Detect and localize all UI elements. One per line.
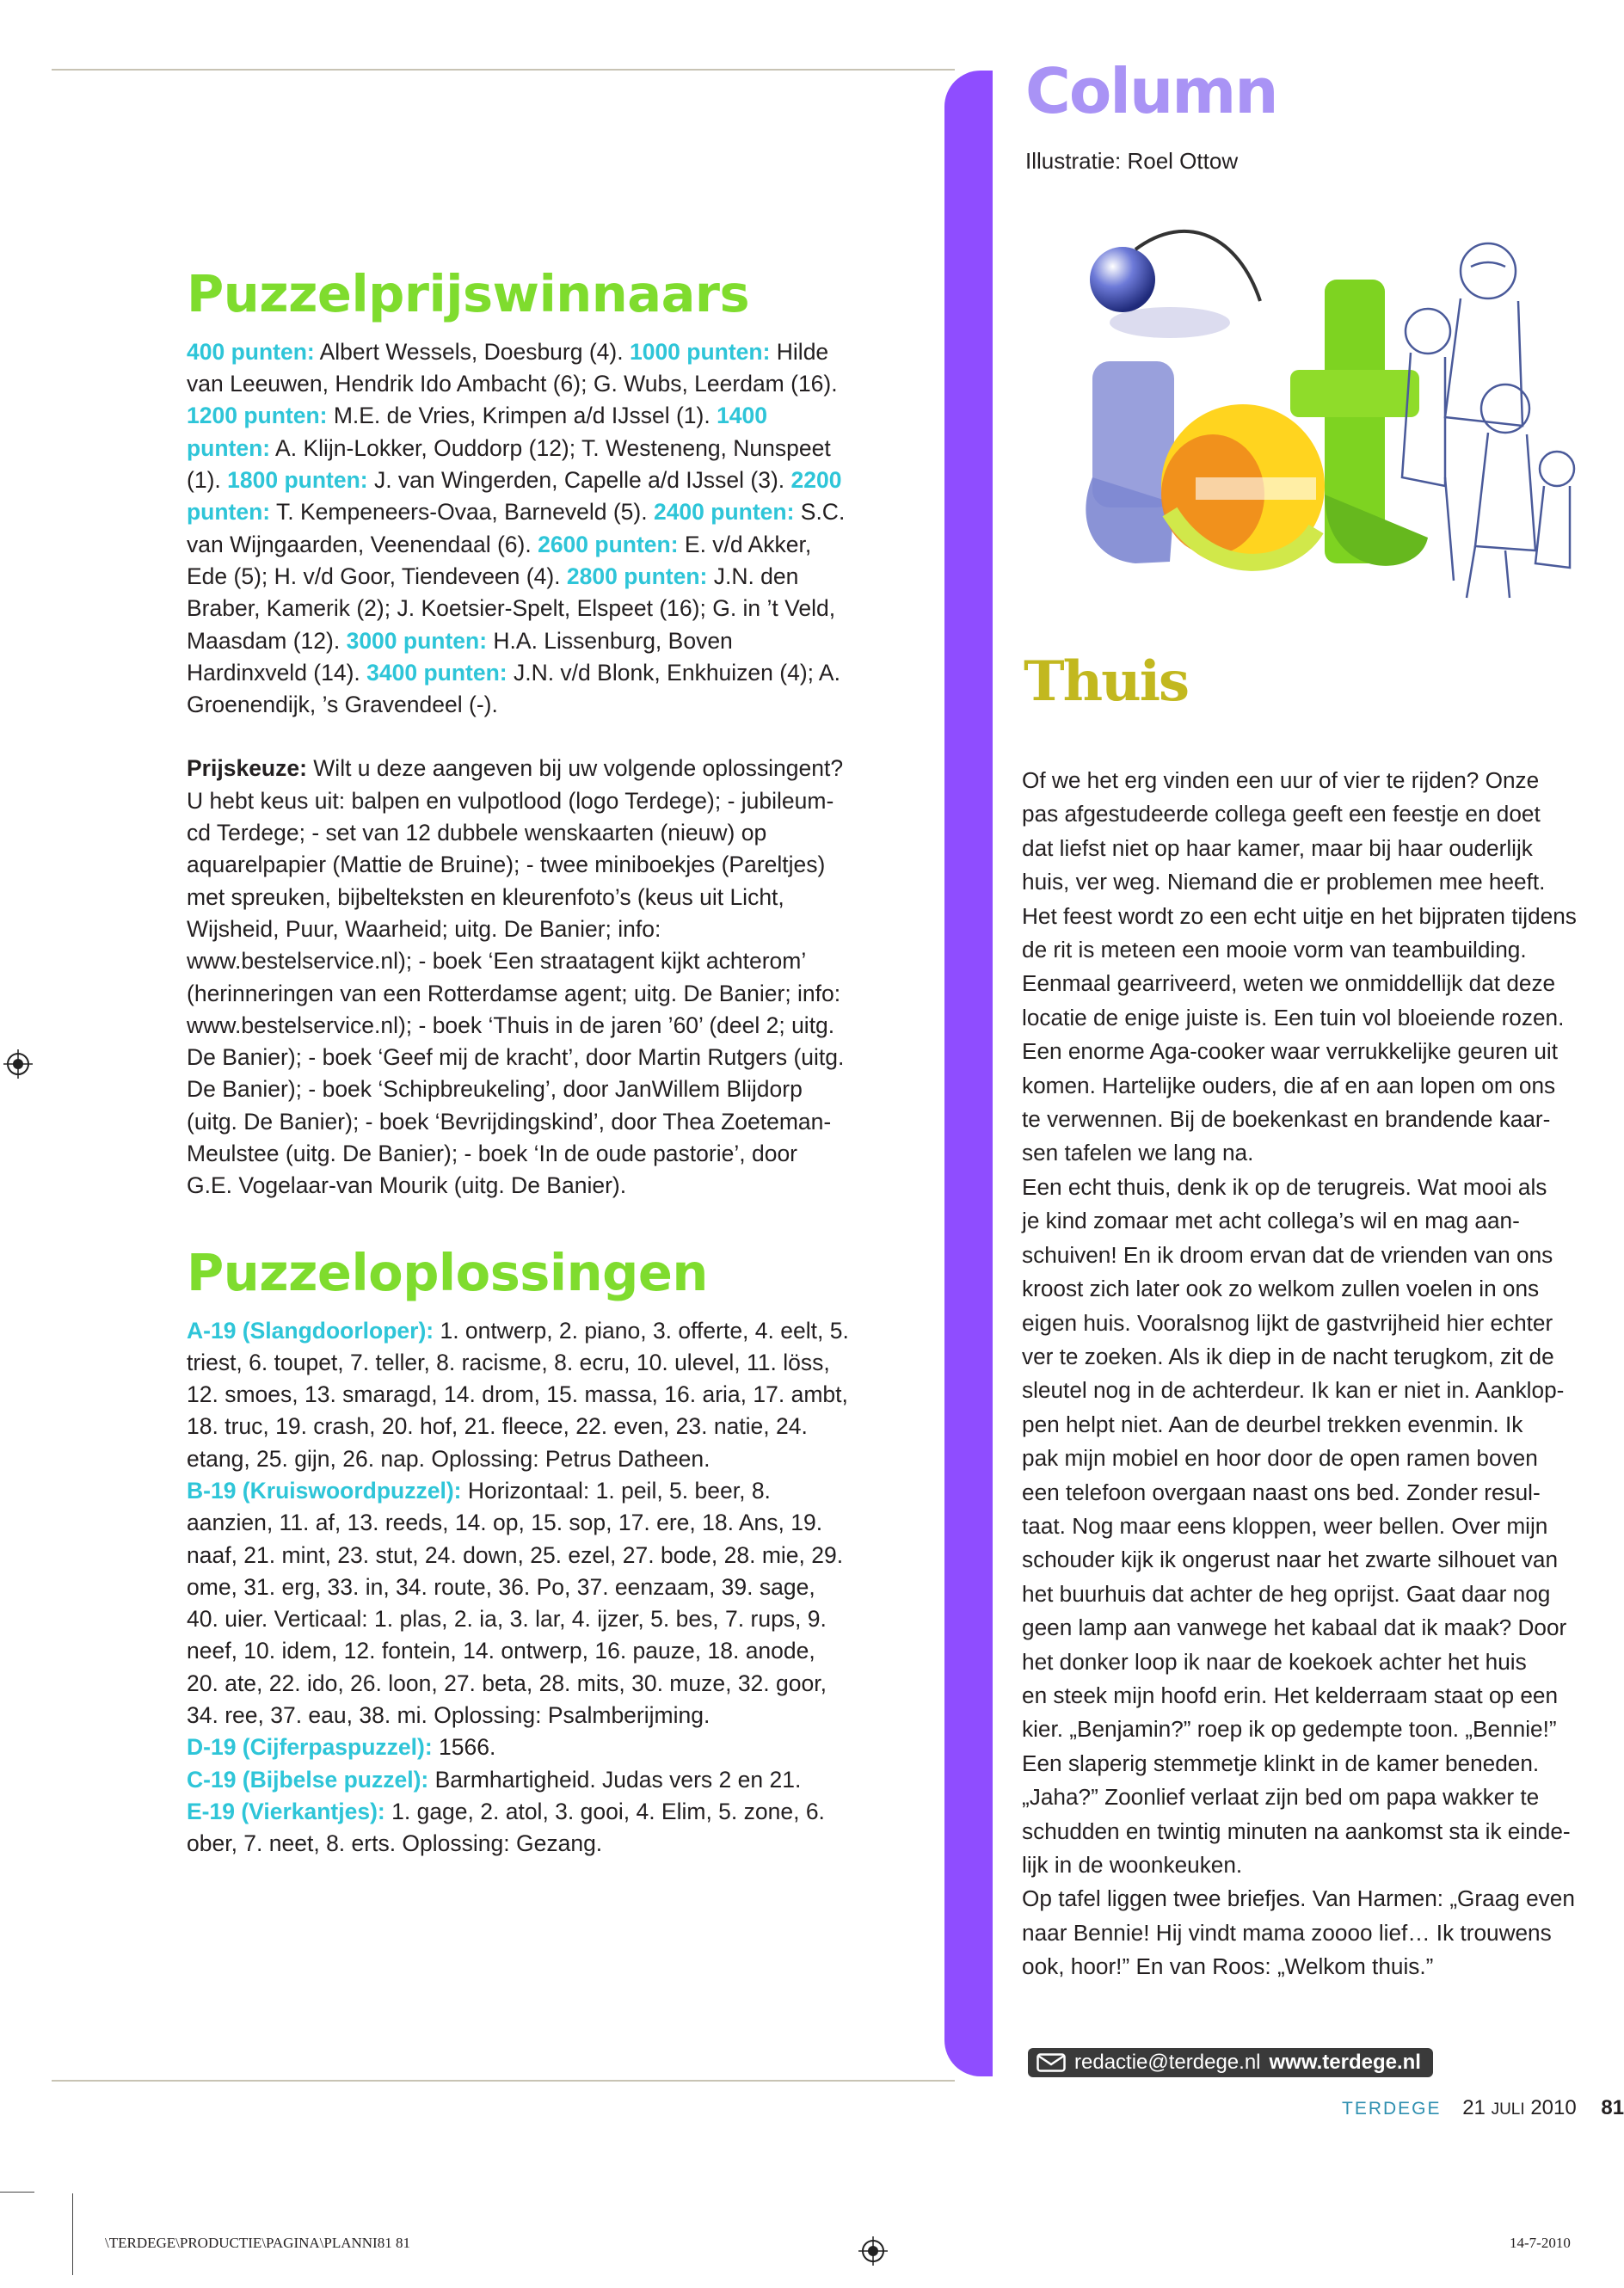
article-line: een telefoon overgaan naast ons bed. Zonder resul-	[1022, 1479, 1541, 1505]
article-line: schouder kijk ik ongerust naar het zwarte silhouet van	[1022, 1547, 1559, 1573]
article-line: huis, ver weg. Niemand die er problemen mee heeft.	[1022, 869, 1546, 895]
winner-names: S.C. van Wijngaarden, Veenendaal (6).	[187, 499, 846, 557]
article-line: geen lamp aan vanwege het kabaal dat ik maak? Door	[1022, 1615, 1567, 1641]
article-line: naar Bennie! Hij vindt mama zoooo lief… Ik trouwens	[1022, 1919, 1552, 1946]
print-slug-path: \TERDEGE\PRODUCTIE\PAGINA\PLANNI81 81	[105, 2235, 410, 2251]
winner-points-label: 2400 punten:	[653, 499, 795, 526]
article-line: en steek mijn hoofd erin. Het kelderraam staat op een	[1022, 1682, 1559, 1708]
article-line: Op tafel liggen twee briefjes. Van Harmen: „Graag even	[1022, 1885, 1575, 1912]
article-line: pas afgestudeerde collega geeft een feestje en doet	[1022, 801, 1541, 827]
solution-text: 1566.	[432, 1734, 496, 1761]
article-line: komen. Hartelijke ouders, die af en aan lopen om ons	[1022, 1072, 1556, 1098]
solution-label: D-19 (Cijferpaspuzzel):	[187, 1734, 433, 1761]
article-line: lijk in de woonkeuken.	[1022, 1852, 1243, 1878]
winner-points-label: 400 punten:	[187, 338, 315, 365]
article-line: Een enorme Aga-cooker waar verrukkelijke geuren uit	[1022, 1038, 1559, 1065]
article-line: het donker loop ik naar de koekoek achter het huis	[1022, 1648, 1527, 1675]
crop-mark	[0, 2192, 34, 2193]
article-line: sen tafelen we lang na.	[1022, 1140, 1254, 1166]
winner-names: J.N. den Braber, Kamerik (2); J. Koetsier-Spelt, Elspeet (16); G. in ’t Veld, Maasdam (12).	[187, 563, 836, 654]
article-line: taat. Nog maar eens kloppen, weer bellen. Over mijn	[1022, 1512, 1548, 1539]
solution-text: 1. gage, 2. atol, 3. gooi, 4. Elim, 5. zone, 6. ober, 7. neet, 8. erts. Oplossing: Gezang.	[187, 1798, 825, 1857]
article-title: Thuis	[1024, 649, 1189, 714]
contact-website[interactable]: www.terdege.nl	[1269, 2051, 1421, 2074]
solution-label: B-19 (Kruiswoordpuzzel):	[187, 1477, 462, 1504]
article-text	[1022, 764, 1590, 1984]
column-accent-bar	[944, 71, 993, 2076]
article-line: pak mijn mobiel en hoor door de open ramen boven	[1022, 1445, 1538, 1472]
winner-names: J.N. v/d Blonk, Enkhuizen (4); A. Groenendijk, ’s Gravendeel (-).	[187, 659, 840, 718]
solution-label: C-19 (Bijbelse puzzel):	[187, 1766, 429, 1793]
article-line: dat liefst niet op haar kamer, maar bij haar ouderlijk	[1022, 834, 1533, 861]
article-line: Eenmaal gearriveerd, weten we onmiddellijk dat deze	[1022, 970, 1556, 997]
winner-points-label: 2800 punten:	[566, 563, 708, 589]
letter-j	[1086, 361, 1174, 563]
solutions-heading: Puzzeloplossingen	[187, 1242, 708, 1302]
solution-label: E-19 (Vierkantjes):	[187, 1798, 385, 1824]
winner-points-label: 1400 punten:	[187, 403, 768, 461]
left-column	[187, 264, 849, 1861]
print-slug-date: 14-7-2010	[1510, 2235, 1571, 2251]
top-rule	[52, 69, 955, 71]
winner-points-label: 1000 punten:	[629, 338, 771, 365]
winner-names: E. v/d Akker, Ede (5); H. v/d Goor, Tiendeveen (4).	[187, 531, 812, 589]
winner-points-label: 2200 punten:	[187, 467, 842, 526]
winner-names: J. van Wingerden, Capelle a/d IJssel (3).	[367, 467, 791, 494]
article-line: schudden en twintig minuten na aankomst sta ik einde-	[1022, 1817, 1571, 1844]
article-line: kier. „Benjamin?” roep ik op gedempte toon. „Bennie!”	[1022, 1716, 1557, 1743]
article-line: locatie de enige juiste is. Een tuin vol bloeiende rozen.	[1022, 1004, 1565, 1030]
solutions-list	[187, 1315, 849, 1861]
swoosh	[1135, 231, 1260, 301]
article-line: Een slaperig stemmetje klinkt in de kamer beneden.	[1022, 1750, 1540, 1776]
article-body	[1022, 764, 1590, 1984]
article-line: te verwennen. Bij de boekenkast en brandende kaar-	[1022, 1106, 1551, 1133]
winner-points-label: 1200 punten:	[187, 403, 328, 429]
winner-names: T. Kempeneers-Ovaa, Barneveld (5).	[270, 499, 654, 526]
crop-mark	[72, 2193, 73, 2275]
issue-month: JULI	[1491, 2100, 1525, 2119]
article-line: ver te zoeken. Als ik diep in de nacht terugkom, zit de	[1022, 1343, 1554, 1369]
article-line: schuiven! En ik droom ervan dat de vrienden van ons	[1022, 1241, 1553, 1268]
winner-names: Hilde van Leeuwen, Hendrik Ido Ambacht (6); G. Wubs, Leerdam (16).	[187, 338, 838, 397]
envelope-icon	[1037, 2053, 1066, 2072]
article-line: sleutel nog in de achterdeur. Ik kan er niet in. Aanklop-	[1022, 1377, 1565, 1404]
prize-choice-text: Wilt u deze aangeven bij uw volgende oplossingent? U hebt keus uit: balpen en vulpotlood (logo Terdege); - jubileum-cd Terdege; - set van 12 dubbele wenskaarten (nieuw) op aquarelpapier (Mattie de Bruine); - twee miniboekjes (Pareltjes) met spreuken, bijbelteksten en kleurenfoto’s (keus uit Licht, Wijsheid, Puur, Waarheid; uitg. De Banier; info: www.bestelservice.nl); - boek ‘Een straatagent kijkt achterom’ (herinneringen van een Rotterdamse agent; uitg. De Banier; info: www.bestelservice.nl); - boek ‘Thuis in de jaren ’60’ (deel 2; uitg. De Banier); - boek ‘Geef mij de kracht’, door Martin Rutgers (uitg. De Banier); - boek ‘Schipbreukeling’, door JanWillem Blijdorp (uitg. De Banier); - boek ‘Bevrijdingskind’, door Thea Zoeteman-Meulstee (uitg. De Banier); - boek ‘In de oude pastorie’, door G.E. Vogelaar-van Mourik (uitg. De Banier).	[187, 755, 845, 1199]
article-line: „Jaha?” Zoonlief verlaat zijn bed om papa wakker te	[1022, 1784, 1540, 1811]
solution-label: A-19 (Slangdoorloper):	[187, 1317, 434, 1344]
winner-names: Albert Wessels, Doesburg (4).	[314, 338, 630, 365]
bottom-rule	[52, 2080, 955, 2082]
winner-names: M.E. de Vries, Krimpen a/d IJssel (1).	[327, 403, 717, 429]
article-line: kroost zich later ook zo welkom zullen voelen in ons	[1022, 1276, 1540, 1302]
solution-text: 1. ontwerp, 2. piano, 3. offerte, 4. eelt, 5. triest, 6. toupet, 7. teller, 8. racisme, 8. ecru, 10. ulevel, 11. löss, 12. smoes, 13. smaragd, 14. drom, 15. massa, 16. aria, 17. ambt, 18. truc, 19. crash, 20. hof, 21. fleece, 22. even, 23. natie, 24. etang, 25. gijn, 26. nap. Oplossing: Petrus Datheen.	[187, 1317, 849, 1472]
article-line: pen helpt niet. Aan de deurbel trekken evenmin. Ik	[1022, 1411, 1523, 1437]
issue-date	[1462, 2096, 1582, 2119]
page-number: 81	[1601, 2096, 1624, 2119]
magazine-name: TERDEGE	[1342, 2099, 1442, 2119]
article-line: eigen huis. Vooralsnog lijkt de gastvrijheid hier echter	[1022, 1309, 1553, 1336]
issue-year: 2010	[1530, 2096, 1577, 2119]
prize-choice	[187, 753, 849, 1202]
registration-mark-icon	[3, 1049, 33, 1079]
article-line: Of we het erg vinden een uur of vier te rijden? Onze	[1022, 767, 1540, 793]
letter-e	[1161, 404, 1325, 568]
article-line: je kind zomaar met acht collega’s wil en mag aan-	[1022, 1208, 1520, 1234]
family-sketch	[1402, 243, 1574, 598]
ball	[1090, 247, 1155, 312]
solution-text: Horizontaal: 1. peil, 5. beer, 8. aanzien, 11. af, 13. reeds, 14. op, 15. sop, 17. ere, 18. Ans, 19. naaf, 21. mint, 23. stut, 24. down, 25. ezel, 27. bode, 28. mie, 29. ome, 31. erg, 33. in, 34. route, 36. Po, 37. eenzaam, 39. sage, 40. uier. Verticaal: 1. plas, 2. ia, 3. lar, 4. ijzer, 5. bes, 7. rups, 9. neef, 10. idem, 12. fontein, 14. ontwerp, 16. pauze, 18. anode, 20. ate, 22. ido, 26. loon, 27. beta, 28. mits, 30. muze, 32. goor, 34. ree, 37. eau, 38. mi. Oplossing: Psalmberijming.	[187, 1477, 844, 1729]
winner-points-label: 2600 punten:	[538, 531, 679, 557]
article-line: het buurhuis dat achter de heg oprijst. Gaat daar nog	[1022, 1580, 1551, 1607]
solution-text: Barmhartigheid. Judas vers 2 en 21.	[428, 1766, 802, 1793]
contact-email[interactable]: redactie@terdege.nl	[1074, 2051, 1261, 2074]
prize-choice-label: Prijskeuze:	[187, 755, 307, 782]
registration-mark-icon	[858, 2236, 888, 2266]
winner-names: A. Klijn-Lokker, Ouddorp (12); T. Westeneng, Nunspeet (1).	[187, 434, 831, 494]
winners-list	[187, 336, 849, 722]
issue-day: 21	[1462, 2096, 1486, 2119]
winner-points-label: 1800 punten:	[227, 467, 368, 494]
jet-illustration	[1041, 219, 1574, 606]
winner-names: H.A. Lissenburg, Boven Hardinxveld (14).	[187, 627, 733, 686]
winner-points-label: 3000 punten:	[346, 627, 488, 654]
article-line: de rit is meteen een mooie vorm van teambuilding.	[1022, 937, 1527, 963]
winners-heading: Puzzelprijswinnaars	[187, 264, 750, 323]
winner-points-label: 3400 punten:	[366, 659, 508, 686]
article-line: Het feest wordt zo een echt uitje en het bijpraten tijdens	[1022, 902, 1577, 929]
column-title: Column	[1025, 55, 1277, 127]
contact-pill	[1028, 2048, 1433, 2077]
illustration-credit: Illustratie: Roel Ottow	[1025, 148, 1239, 174]
article-line: Een echt thuis, denk ik op de terugreis. Wat mooi als	[1022, 1173, 1547, 1200]
article-line: ook, hoor!” En van Roos: „Welkom thuis.”	[1022, 1953, 1434, 1980]
page-footer	[1342, 2096, 1624, 2120]
